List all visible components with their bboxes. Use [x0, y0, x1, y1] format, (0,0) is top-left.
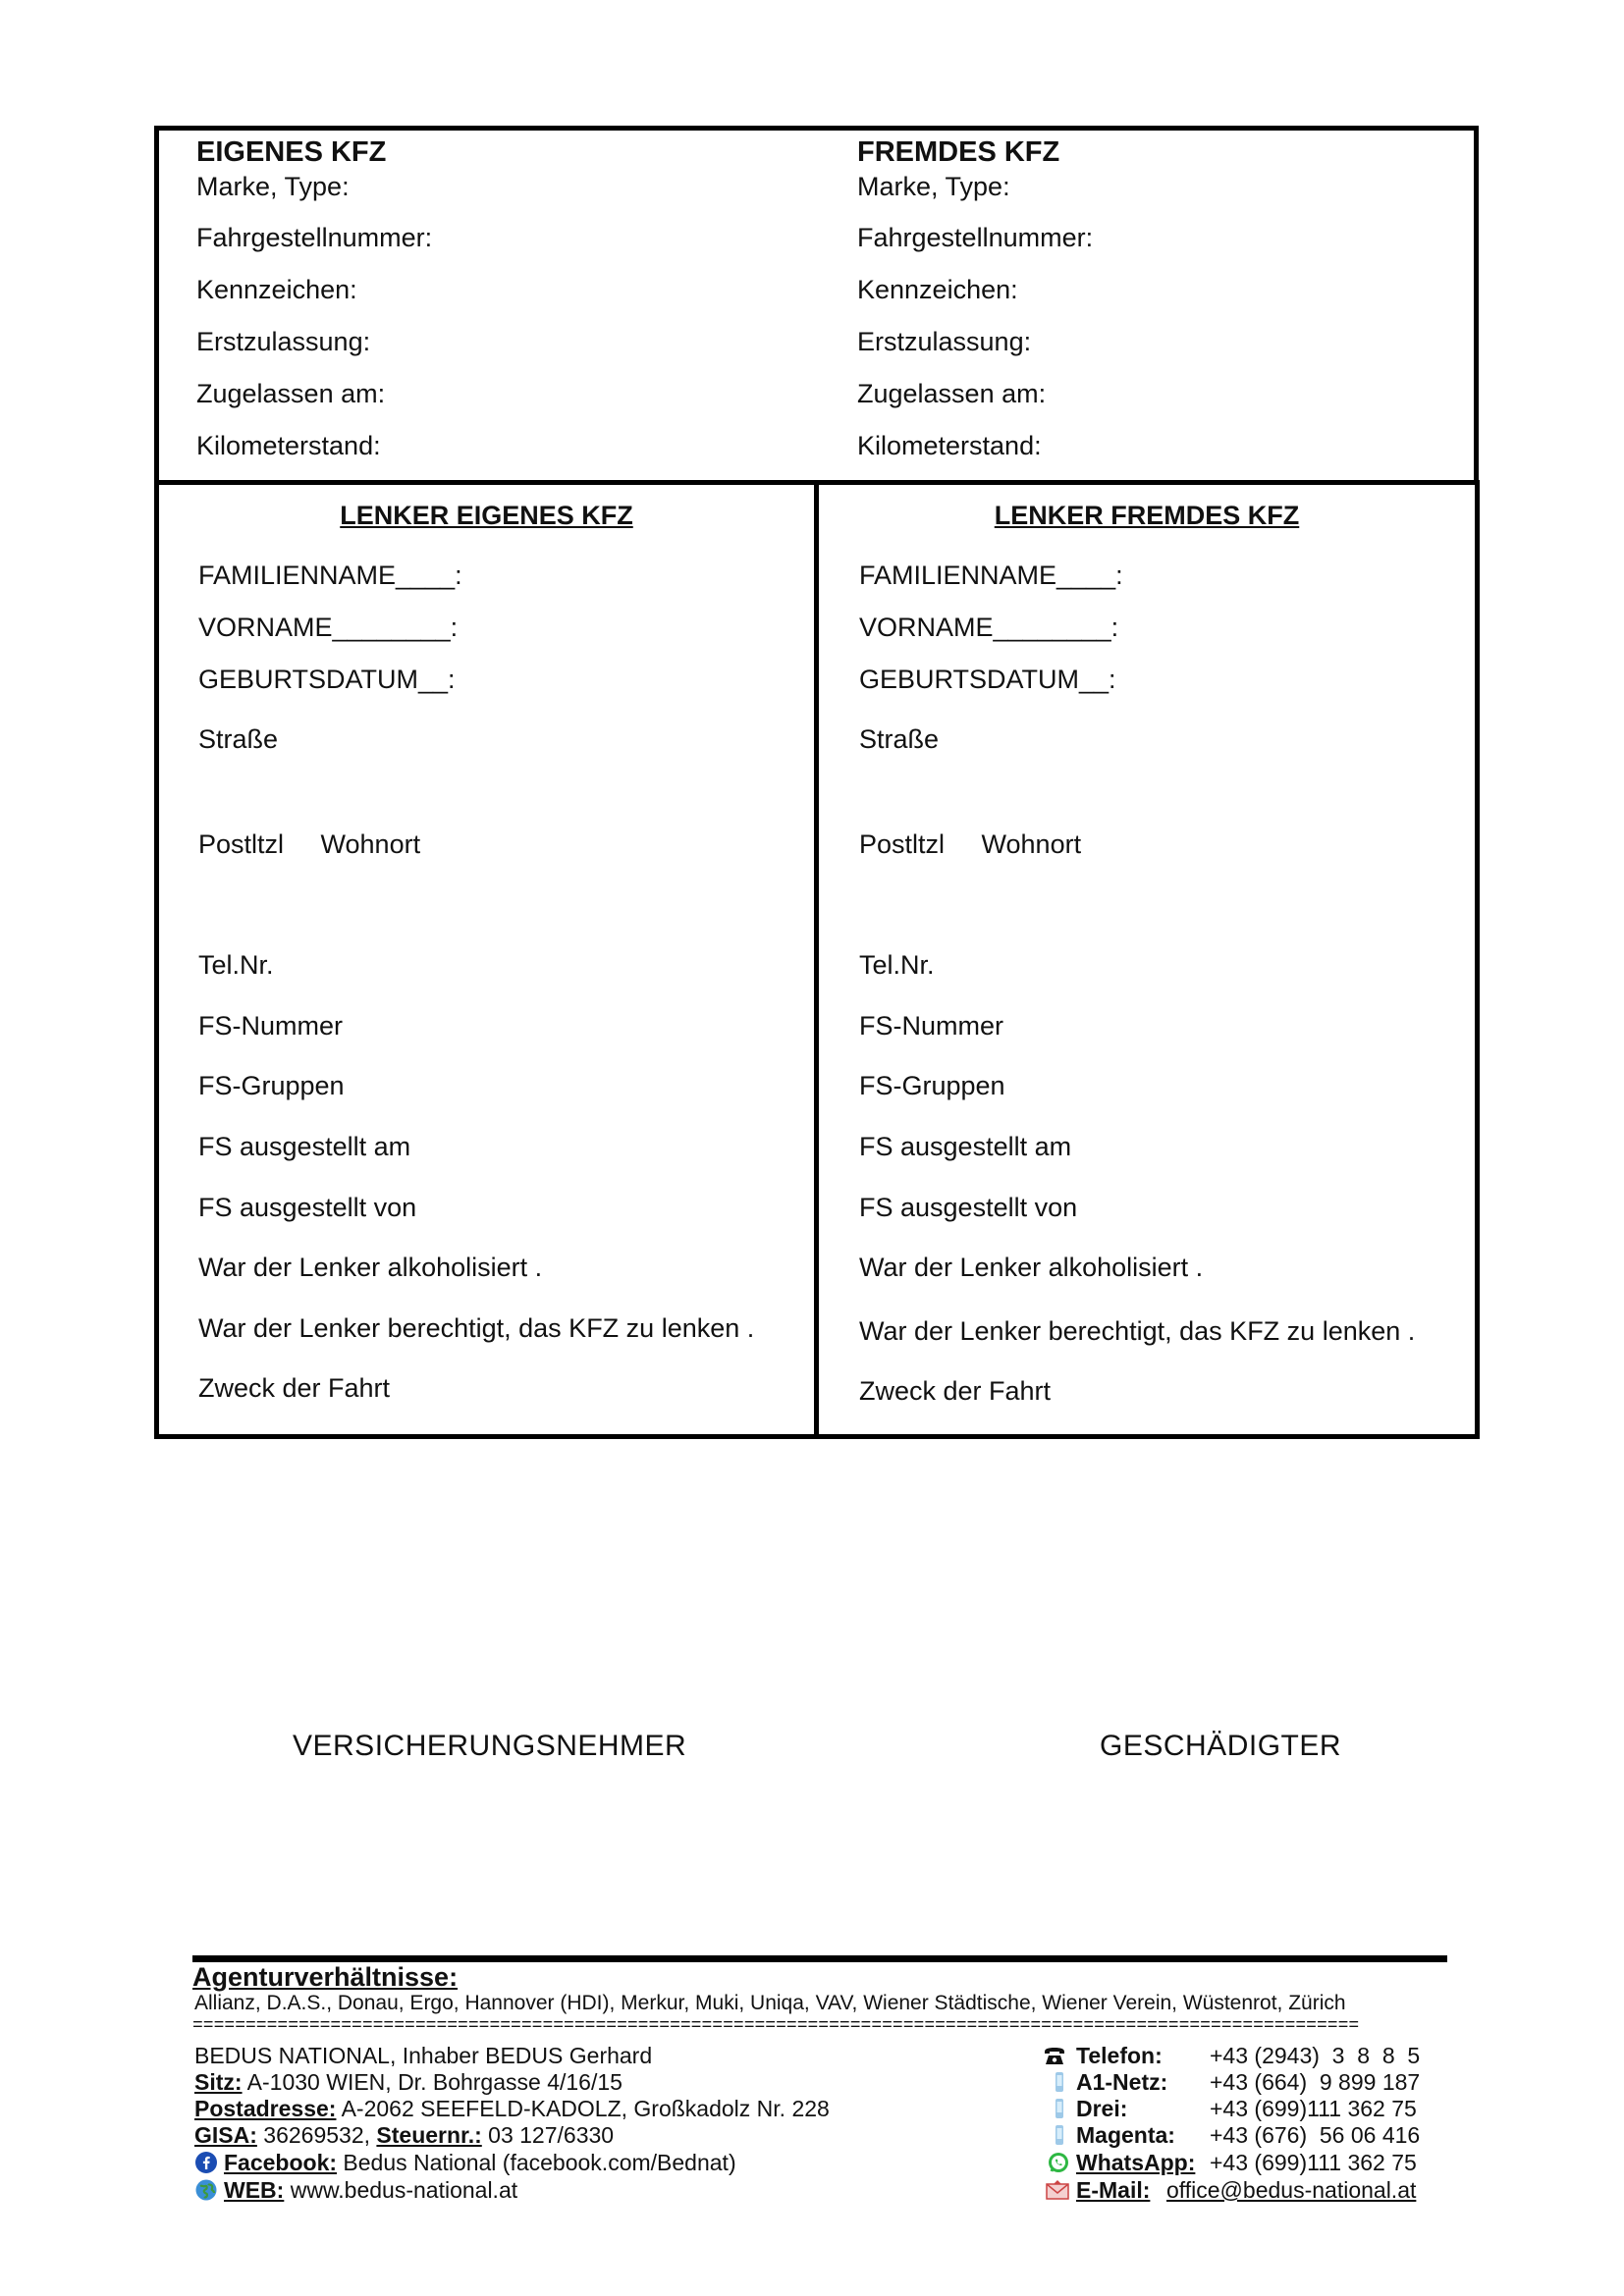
- contact-label: Magenta:: [1076, 2122, 1175, 2148]
- own-vehicle-field: Marke, Type:: [196, 172, 350, 201]
- signature-label-injured-party: GESCHÄDIGTER: [1100, 1730, 1342, 1762]
- tax-label: Steuernr.:: [376, 2122, 482, 2148]
- contact-value: +43 (699)111 362 75: [1210, 2096, 1417, 2121]
- company-postal-address: [194, 2096, 830, 2122]
- contact-value: +43 (664) 9 899 187: [1210, 2069, 1421, 2095]
- seat-label: Sitz:: [194, 2069, 243, 2095]
- whatsapp-icon: [1047, 2151, 1070, 2174]
- other-driver-field: FS ausgestellt am: [859, 1132, 1072, 1161]
- contact-value: +43 (676) 56 06 416: [1210, 2122, 1421, 2148]
- contact-label: E-Mail:: [1076, 2177, 1151, 2203]
- company-registration: [194, 2122, 614, 2149]
- own-driver-field: VORNAME________:: [198, 613, 459, 642]
- footer-rule: [192, 1955, 1447, 1962]
- other-vehicle-field: Kilometerstand:: [857, 431, 1042, 460]
- other-driver-field: War der Lenker alkoholisiert .: [859, 1253, 1204, 1282]
- driver-column-divider: [814, 480, 819, 1439]
- own-vehicle-heading: EIGENES KFZ: [196, 136, 387, 168]
- signature-label-policyholder: VERSICHERUNGSNEHMER: [293, 1730, 687, 1762]
- tax-value: 03 127/6330: [481, 2122, 615, 2148]
- contact-value: +43 (699)111 362 75: [1210, 2150, 1417, 2175]
- contact-label: Telefon:: [1076, 2043, 1163, 2068]
- other-vehicle-heading: FREMDES KFZ: [857, 136, 1060, 168]
- facebook-icon: [194, 2151, 218, 2174]
- own-driver-field: FS-Gruppen: [198, 1071, 345, 1100]
- own-driver-field: Tel.Nr.: [198, 950, 274, 980]
- own-driver-field: FS ausgestellt am: [198, 1132, 411, 1161]
- own-vehicle-field: Kilometerstand:: [196, 431, 381, 460]
- postal-value: A-2062 SEEFELD-KADOLZ, Großkadolz Nr. 228: [336, 2096, 830, 2121]
- other-driver-field: Straße: [859, 724, 940, 754]
- facebook-value: Bedus National (facebook.com/Bednat): [337, 2150, 736, 2175]
- mobile-icon: [1055, 2071, 1064, 2093]
- footer-separator: ==============================================================================================================: [192, 2016, 1360, 2036]
- other-vehicle-field: Marke, Type:: [857, 172, 1010, 201]
- other-driver-field: VORNAME________:: [859, 613, 1119, 642]
- own-vehicle-field: Erstzulassung:: [196, 327, 371, 356]
- web-line: [194, 2177, 517, 2204]
- mobile-icon: [1055, 2098, 1064, 2119]
- company-name: BEDUS NATIONAL, Inhaber BEDUS Gerhard: [194, 2043, 653, 2068]
- other-driver-field: FS-Nummer: [859, 1011, 1003, 1041]
- own-vehicle-field: Fahrgestellnummer:: [196, 223, 433, 252]
- other-vehicle-field: Kennzeichen:: [857, 275, 1018, 304]
- other-driver-heading: LENKER FREMDES KFZ: [994, 501, 1300, 530]
- own-driver-field: FS-Nummer: [198, 1011, 343, 1041]
- facebook-line: [194, 2150, 736, 2176]
- other-driver-field: War der Lenker berechtigt, das KFZ zu lenken .: [859, 1316, 1416, 1346]
- other-driver-field: FS ausgestellt von: [859, 1193, 1078, 1222]
- web-label: WEB:: [224, 2177, 285, 2203]
- contact-value: +43 (2943) 3 8 8 5: [1210, 2043, 1421, 2068]
- own-driver-field: War der Lenker alkoholisiert .: [198, 1253, 543, 1282]
- email-icon: [1045, 2179, 1070, 2201]
- own-driver-field: FS ausgestellt von: [198, 1193, 417, 1222]
- mobile-icon: [1055, 2124, 1064, 2146]
- own-vehicle-field: Zugelassen am:: [196, 379, 386, 408]
- globe-icon: [194, 2178, 218, 2202]
- own-driver-field: Straße: [198, 724, 279, 754]
- facebook-label: Facebook:: [224, 2150, 338, 2175]
- other-vehicle-field: Fahrgestellnummer:: [857, 223, 1094, 252]
- web-value: www.bedus-national.at: [284, 2177, 518, 2203]
- other-driver-field: Tel.Nr.: [859, 950, 935, 980]
- contact-label: Drei:: [1076, 2096, 1128, 2121]
- company-seat: [194, 2069, 623, 2096]
- own-driver-field: War der Lenker berechtigt, das KFZ zu lenken .: [198, 1313, 755, 1343]
- gisa-value: 36269532,: [256, 2122, 377, 2148]
- own-driver-field: FAMILIENNAME____:: [198, 561, 462, 590]
- phone-icon: [1043, 2046, 1066, 2067]
- agency-list: Allianz, D.A.S., Donau, Ergo, Hannover (HDI), Merkur, Muki, Uniqa, VAV, Wiener Städtische, Wiener Verein, Wüstenrot, Zürich: [194, 1992, 1346, 2014]
- own-vehicle-field: Kennzeichen:: [196, 275, 357, 304]
- postal-label: Postadresse:: [194, 2096, 337, 2121]
- own-driver-field: Zweck der Fahrt: [198, 1373, 391, 1403]
- own-driver-field: Postltzl Wohnort: [198, 829, 421, 859]
- other-driver-field: FAMILIENNAME____:: [859, 561, 1123, 590]
- other-vehicle-field: Zugelassen am:: [857, 379, 1047, 408]
- agency-title: Agenturverhältnisse:: [192, 1962, 459, 1992]
- own-driver-field: GEBURTSDATUM__:: [198, 665, 456, 694]
- other-driver-field: FS-Gruppen: [859, 1071, 1005, 1100]
- other-driver-field: Zweck der Fahrt: [859, 1376, 1052, 1406]
- gisa-label: GISA:: [194, 2122, 257, 2148]
- contact-label: A1-Netz:: [1076, 2069, 1168, 2095]
- other-driver-field: Postltzl Wohnort: [859, 829, 1082, 859]
- own-driver-heading: LENKER EIGENES KFZ: [340, 501, 633, 530]
- contact-label: WhatsApp:: [1076, 2150, 1196, 2175]
- other-vehicle-field: Erstzulassung:: [857, 327, 1032, 356]
- email-link[interactable]: office@bedus-national.at: [1166, 2177, 1417, 2203]
- other-driver-field: GEBURTSDATUM__:: [859, 665, 1116, 694]
- seat-value: A-1030 WIEN, Dr. Bohrgasse 4/16/15: [242, 2069, 623, 2095]
